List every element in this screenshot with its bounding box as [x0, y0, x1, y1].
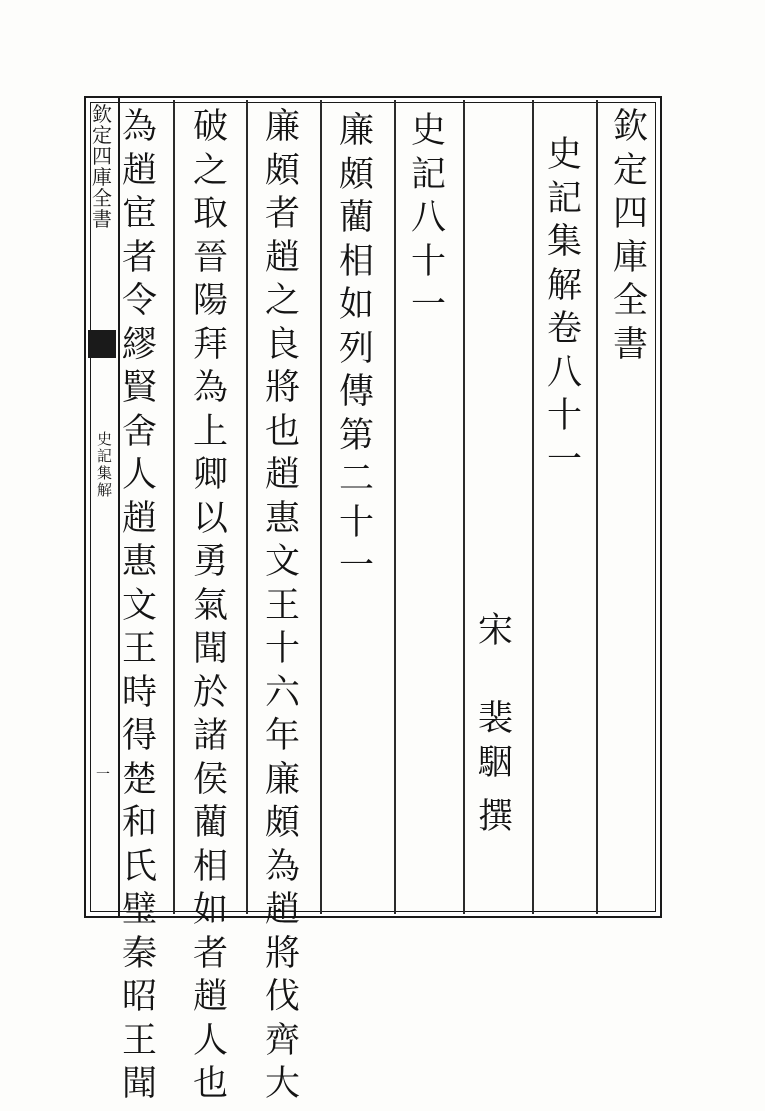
glyph: 宋	[478, 611, 514, 651]
glyph: 撰	[478, 797, 514, 837]
glyph: 藺	[339, 198, 375, 238]
glyph: 十	[265, 629, 301, 669]
glyph: 也	[193, 1064, 229, 1104]
glyph: 如	[193, 890, 229, 930]
glyph: 頗	[265, 803, 301, 843]
glyph: 十	[339, 502, 375, 543]
glyph: 趙	[193, 977, 229, 1017]
margin-black-mark	[88, 330, 116, 358]
glyph: 氣	[193, 585, 229, 626]
glyph: 藺	[193, 803, 229, 843]
glyph: 為	[122, 107, 158, 147]
glyph: 拜	[193, 324, 229, 365]
glyph: 一	[547, 439, 583, 480]
column-rule	[246, 100, 248, 914]
glyph: 相	[193, 846, 229, 887]
glyph: 定	[613, 150, 649, 191]
glyph: 庫	[613, 237, 649, 278]
glyph: 二	[339, 459, 375, 499]
glyph: 一	[411, 285, 447, 325]
glyph: 裴	[478, 699, 514, 739]
column-rule	[532, 100, 534, 914]
glyph: 晉	[193, 237, 229, 278]
margin-collection-title	[92, 104, 112, 230]
glyph: 令	[122, 281, 158, 321]
glyph: 者	[193, 933, 229, 974]
glyph: 四	[92, 144, 112, 168]
glyph: 趙	[122, 150, 158, 191]
glyph: 四	[613, 194, 649, 234]
glyph: 聞	[122, 1064, 158, 1104]
glyph: 破	[193, 107, 229, 147]
glyph: 侯	[193, 759, 229, 800]
header-collection-title	[613, 107, 649, 371]
chapter-subtitle	[339, 111, 375, 593]
glyph: 將	[265, 933, 301, 974]
glyph: 如	[339, 285, 375, 325]
glyph: 年	[265, 716, 301, 756]
glyph: 良	[265, 324, 301, 365]
glyph: 者	[265, 194, 301, 234]
glyph: 惠	[122, 542, 158, 582]
glyph: 王	[265, 585, 301, 626]
glyph: 庫	[92, 165, 112, 189]
margin-page-number: 一	[96, 767, 110, 783]
glyph: 伐	[265, 977, 301, 1017]
glyph: 史	[411, 111, 447, 151]
column-rule	[320, 100, 322, 914]
glyph: 惠	[265, 498, 301, 539]
glyph: 璧	[122, 890, 158, 930]
glyph: 上	[193, 411, 229, 452]
glyph: 十	[411, 241, 447, 282]
glyph: 相	[339, 241, 375, 282]
glyph: 人	[193, 1020, 229, 1061]
glyph: 欽	[613, 107, 649, 147]
glyph: 卿	[193, 455, 229, 495]
glyph: 集	[97, 464, 113, 482]
margin-book-title	[97, 432, 112, 500]
glyph: 廉	[265, 107, 301, 147]
author-dynasty	[478, 611, 514, 658]
glyph: 賢	[122, 368, 158, 408]
glyph: 欽	[92, 102, 112, 126]
glyph: 以	[193, 498, 229, 539]
glyph: 廉	[339, 111, 375, 151]
glyph: 廉	[265, 759, 301, 800]
glyph: 史	[547, 135, 583, 175]
glyph: 諸	[193, 716, 229, 756]
glyph: 趙	[265, 890, 301, 930]
glyph: 傳	[339, 372, 375, 412]
glyph: 氏	[122, 846, 158, 887]
glyph: 昭	[122, 977, 158, 1017]
glyph: 繆	[122, 324, 158, 365]
glyph: 史	[97, 430, 113, 448]
volume-title	[547, 135, 583, 486]
glyph: 一	[339, 546, 375, 586]
glyph: 全	[613, 281, 649, 321]
glyph: 人	[122, 455, 158, 495]
glyph: 文	[265, 542, 301, 582]
glyph: 和	[122, 803, 158, 843]
glyph: 秦	[122, 933, 158, 974]
author-role	[478, 797, 514, 844]
glyph: 之	[265, 281, 301, 321]
glyph: 宦	[122, 194, 158, 234]
chapter-title	[411, 111, 447, 332]
glyph: 勇	[193, 542, 229, 582]
glyph: 記	[97, 447, 113, 465]
glyph: 書	[613, 324, 649, 365]
glyph: 定	[92, 123, 112, 147]
glyph: 大	[265, 1064, 301, 1104]
glyph: 記	[547, 178, 583, 219]
glyph: 卷	[547, 309, 583, 349]
glyph: 集	[547, 222, 583, 262]
author-name	[478, 699, 514, 789]
glyph: 頗	[339, 154, 375, 195]
glyph: 齊	[265, 1020, 301, 1061]
glyph: 八	[547, 352, 583, 393]
glyph: 得	[122, 716, 158, 756]
glyph: 時	[122, 672, 158, 713]
glyph: 將	[265, 368, 301, 408]
glyph: 陽	[193, 281, 229, 321]
column-rule	[173, 100, 175, 914]
glyph: 舍	[122, 411, 158, 452]
glyph: 十	[547, 396, 583, 436]
glyph: 王	[122, 1020, 158, 1061]
glyph: 於	[193, 672, 229, 713]
glyph: 者	[122, 237, 158, 278]
glyph: 列	[339, 328, 375, 369]
glyph: 解	[97, 481, 113, 499]
glyph: 取	[193, 194, 229, 234]
glyph: 文	[122, 585, 158, 626]
glyph: 書	[92, 207, 112, 231]
body-line	[193, 107, 229, 1111]
glyph: 為	[265, 846, 301, 887]
glyph: 也	[265, 411, 301, 452]
glyph: 趙	[265, 237, 301, 278]
column-rule	[394, 100, 396, 914]
glyph: 記	[411, 154, 447, 195]
body-line	[265, 107, 301, 1111]
glyph: 第	[339, 415, 375, 456]
glyph: 聞	[193, 629, 229, 669]
glyph: 之	[193, 150, 229, 191]
glyph: 八	[411, 198, 447, 238]
glyph: 趙	[122, 498, 158, 539]
column-rule	[463, 100, 465, 914]
glyph: 趙	[265, 455, 301, 495]
glyph: 駰	[478, 742, 514, 783]
glyph: 解	[547, 265, 583, 306]
glyph: 為	[193, 368, 229, 408]
column-rule	[596, 100, 598, 914]
glyph: 全	[92, 186, 112, 210]
glyph: 楚	[122, 759, 158, 800]
glyph: 六	[265, 672, 301, 713]
body-line	[122, 107, 158, 1111]
glyph: 王	[122, 629, 158, 669]
glyph: 頗	[265, 150, 301, 191]
